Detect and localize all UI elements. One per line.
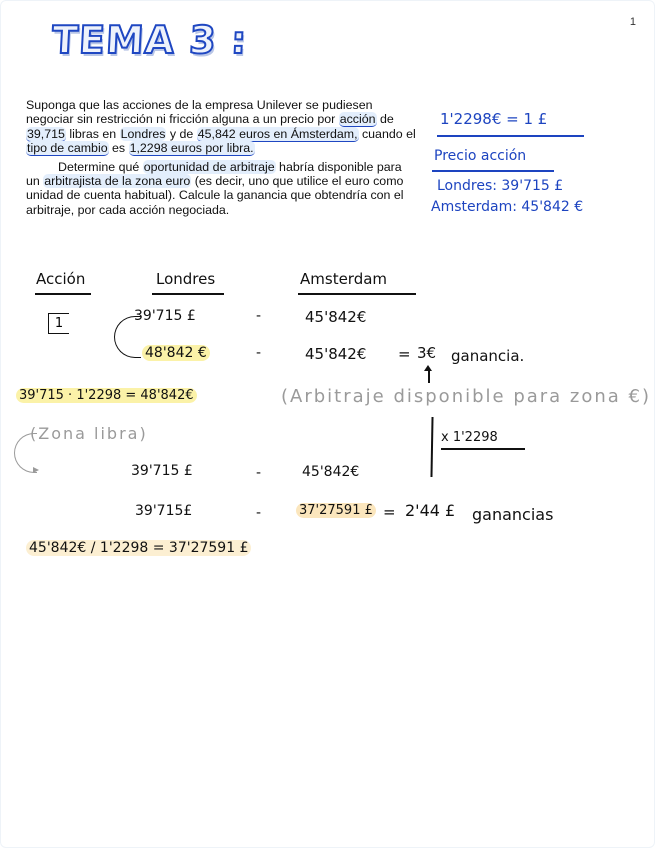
problem-paragraph-2 bbox=[26, 160, 418, 218]
highlighted-phrase: 1,2298 euros por libra. bbox=[129, 141, 254, 156]
libra-row1-separator: - bbox=[256, 465, 262, 481]
libra-zone-note: (Zona libra) bbox=[30, 424, 148, 443]
row1-amsterdam: 45'842€ bbox=[305, 308, 367, 326]
text-run: y de bbox=[166, 126, 197, 141]
row2-equals: = bbox=[398, 345, 411, 363]
text-run: es bbox=[108, 141, 129, 156]
highlighted-phrase: 39,715 bbox=[27, 126, 65, 141]
problem-paragraph-1 bbox=[26, 98, 418, 156]
euro-calculation bbox=[16, 388, 197, 403]
row2-londres-value: 48'842 € bbox=[142, 345, 210, 361]
price-heading-note: Precio acción bbox=[434, 148, 527, 164]
problem-statement bbox=[26, 98, 418, 217]
highlighted-phrase: tipo de cambio bbox=[27, 141, 108, 156]
libra-row2-label: ganancias bbox=[472, 505, 554, 524]
text-run: Determine qué bbox=[58, 159, 143, 174]
euro-calculation-value: 39'715 · 1'2298 = 48'842€ bbox=[16, 388, 197, 403]
libra-row2-amsterdam-value: 37'27591 £ bbox=[296, 503, 376, 518]
page-title: TEMA 3 : bbox=[50, 18, 249, 62]
libra-row2-amsterdam bbox=[296, 503, 376, 518]
row2-amsterdam: 45'842€ bbox=[305, 345, 367, 363]
highlighted-phrase: 45,842 euros en Ámsterdam, bbox=[197, 126, 358, 141]
underline bbox=[35, 293, 91, 295]
header-accion: Acción bbox=[36, 270, 86, 288]
header-londres: Londres bbox=[156, 270, 216, 288]
multiplier-note: x 1'2298 bbox=[441, 430, 498, 445]
underline bbox=[152, 293, 224, 295]
underline bbox=[441, 448, 525, 450]
highlighted-phrase: Londres bbox=[120, 126, 166, 141]
londres-price-note: Londres: 39'715 £ bbox=[437, 178, 564, 194]
row2-label: ganancia. bbox=[451, 347, 525, 365]
text-run: Suponga que las acciones de la empresa Unilever se pudiesen negociar sin restricción ni fricción alguna a un precio por bbox=[26, 98, 373, 127]
header-amsterdam: Amsterdam bbox=[300, 270, 388, 288]
arrow-up-icon bbox=[428, 369, 430, 383]
libra-row1-londres: 39'715 £ bbox=[131, 463, 193, 479]
row1-londres: 39'715 £ bbox=[134, 308, 196, 324]
row1-separator: - bbox=[256, 308, 262, 324]
highlighted-phrase: acción bbox=[339, 112, 376, 127]
libra-row2-equals: = bbox=[383, 503, 396, 521]
underline bbox=[298, 293, 416, 295]
libra-row1-amsterdam: 45'842€ bbox=[302, 464, 360, 480]
row2-separator: - bbox=[256, 345, 262, 361]
amsterdam-price-note: Amsterdam: 45'842 € bbox=[431, 199, 584, 215]
item-number-box: 1 bbox=[48, 313, 69, 334]
highlighted-phrase: oportunidad de arbitraje bbox=[143, 159, 275, 174]
libra-calculation bbox=[26, 540, 251, 556]
row2-result: 3€ bbox=[417, 344, 437, 362]
libra-calculation-value: 45'842€ / 1'2298 = 37'27591 £ bbox=[26, 540, 251, 556]
underline bbox=[432, 170, 554, 172]
highlighted-phrase: arbitrajista de la zona euro bbox=[44, 174, 191, 189]
underline bbox=[437, 135, 584, 137]
libra-row2-result: 2'44 £ bbox=[405, 501, 456, 520]
text-run: libras en bbox=[65, 126, 120, 141]
euro-zone-note: (Arbitraje disponible para zona €) bbox=[281, 386, 652, 407]
text-run: de bbox=[376, 112, 394, 127]
text-run: (es decir, uno que utilice el euro como unidad de cuenta habitual). Calcule la ganancia que obtendría con el arbitraje, por cada acción negociada. bbox=[26, 174, 404, 217]
page-number: 1 bbox=[629, 16, 636, 28]
text-run: habría disponible para un bbox=[26, 159, 402, 189]
exchange-rate-note: 1'2298€ = 1 £ bbox=[440, 110, 548, 128]
row2-londres bbox=[142, 345, 210, 361]
divider-line bbox=[430, 417, 433, 477]
text-run: cuando el bbox=[358, 126, 416, 141]
libra-row2-separator: - bbox=[256, 505, 262, 521]
libra-row2-londres: 39'715£ bbox=[135, 503, 193, 519]
